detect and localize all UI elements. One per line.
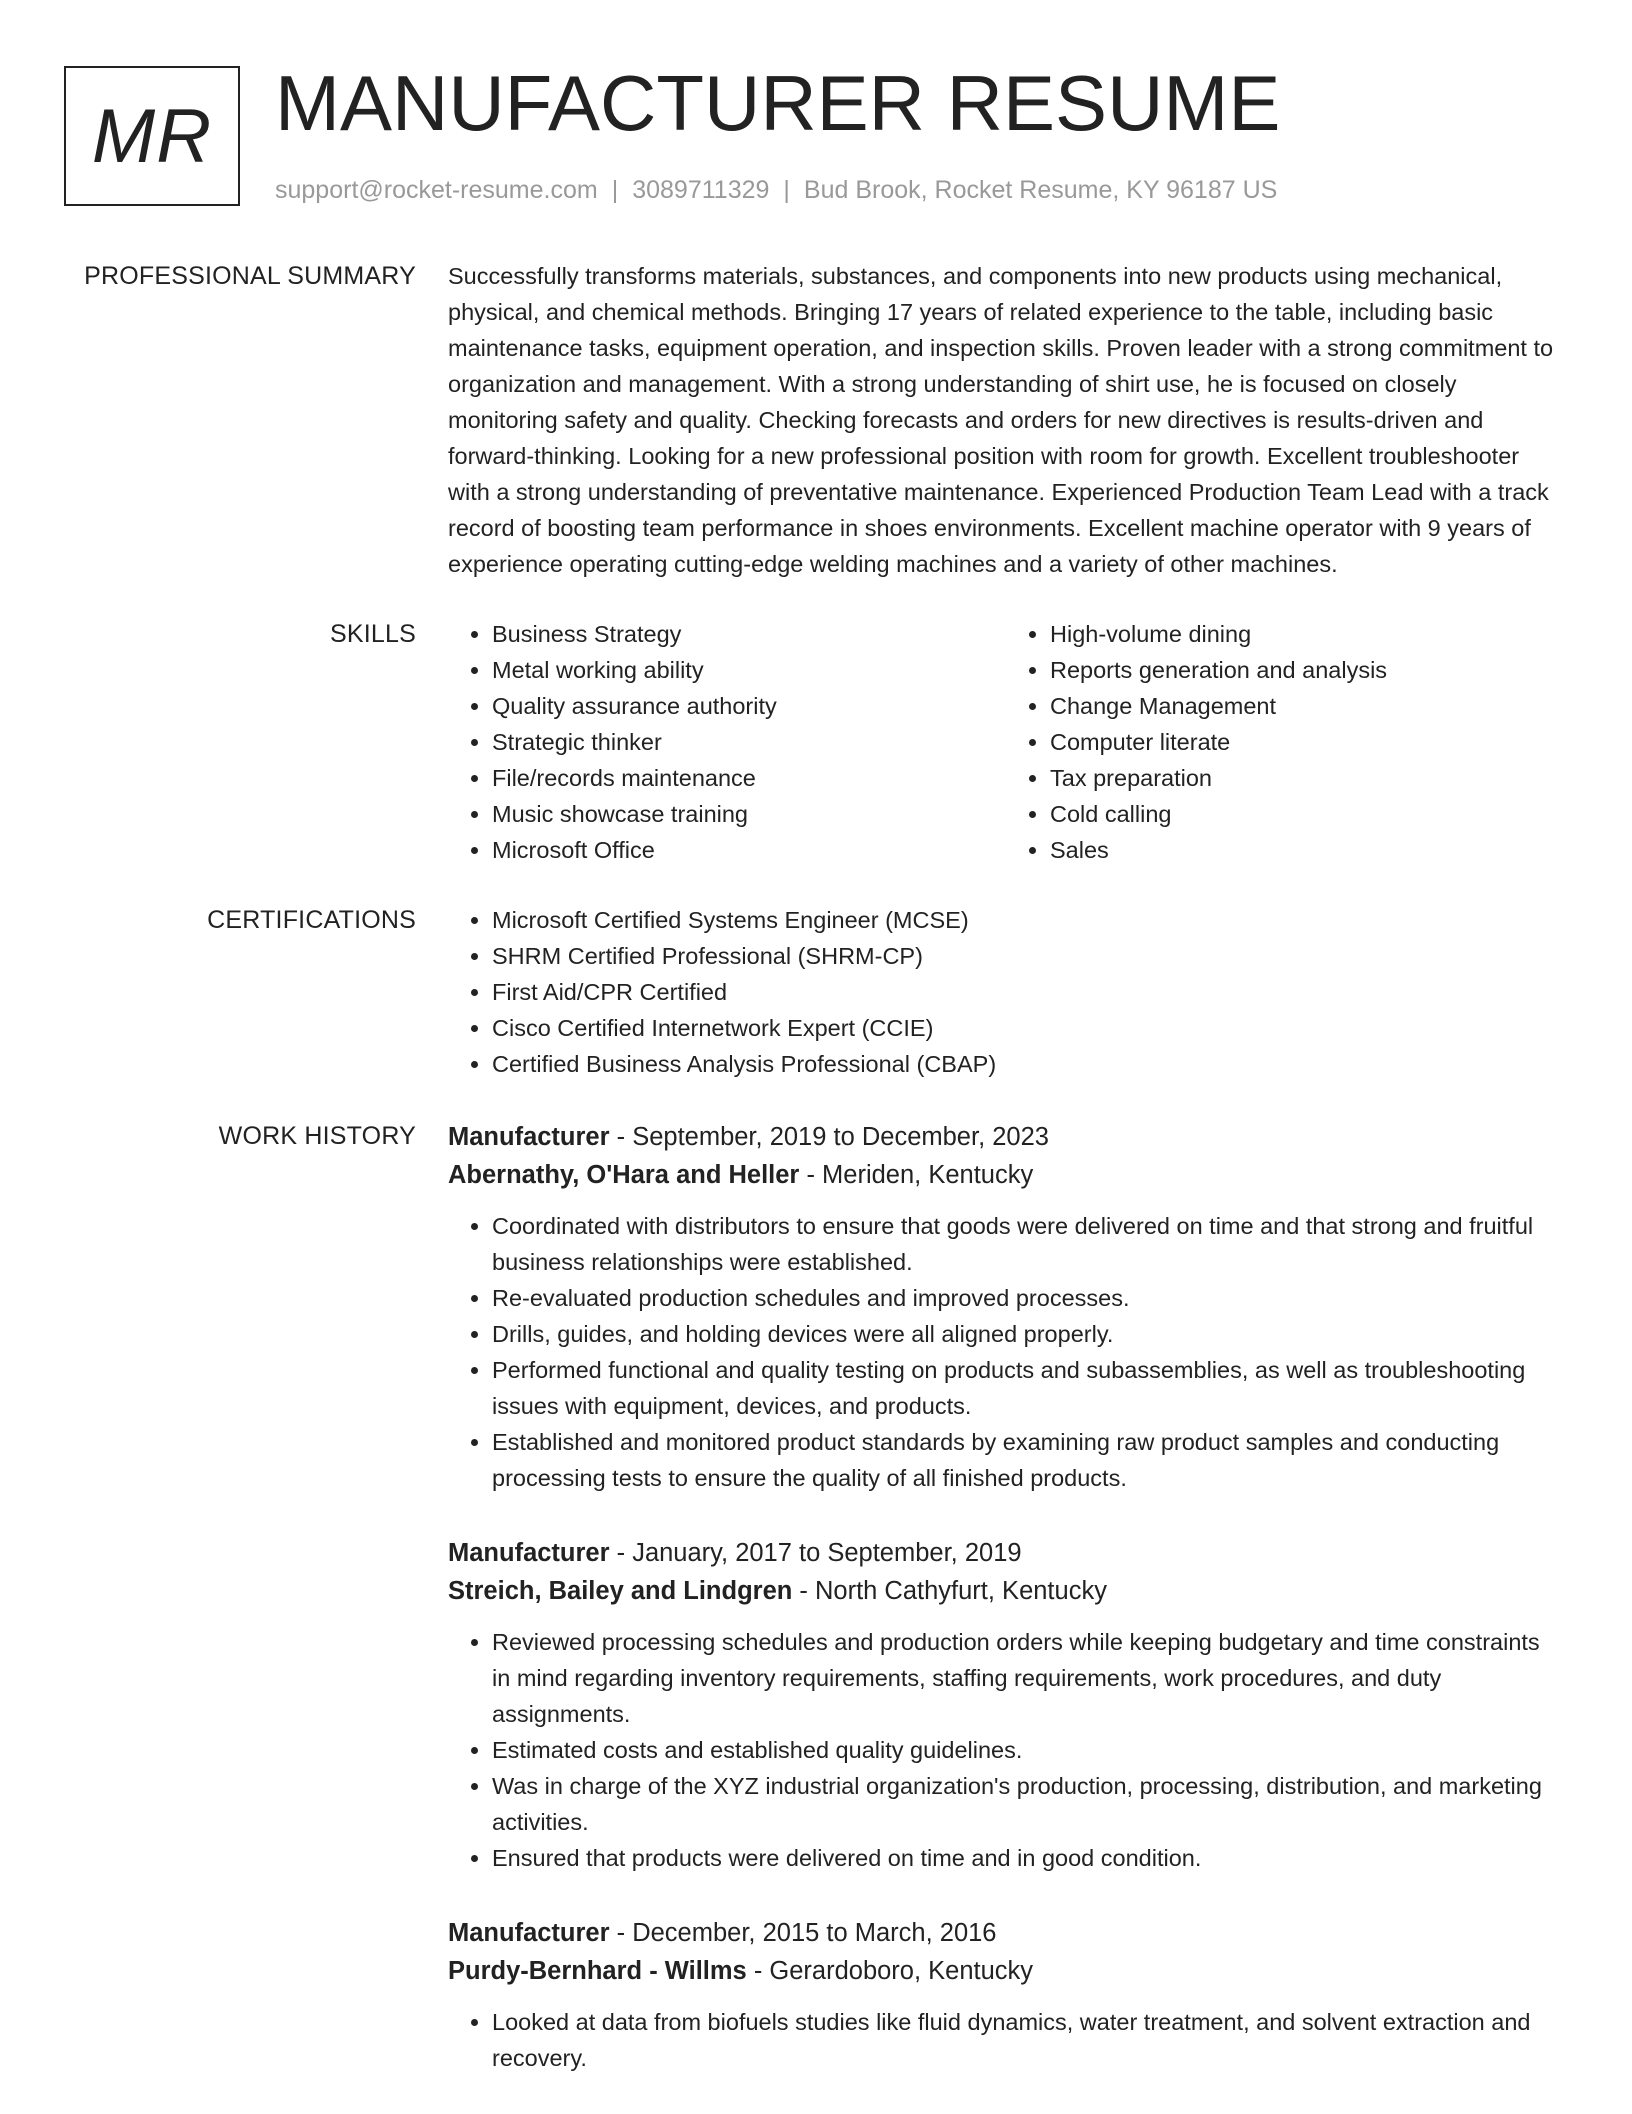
- job-bullet: • Drills, guides, and holding devices were all aligned properly.: [492, 1316, 1564, 1352]
- skill-item: • Sales: [1050, 832, 1564, 868]
- job-company: Abernathy, O'Hara and Heller: [448, 1161, 800, 1189]
- job-location: - North Cathyfurt, Kentucky: [792, 1577, 1107, 1605]
- job-bullet: • Looked at data from biofuels studies like fluid dynamics, water treatment, and solvent extraction and recovery.: [492, 2004, 1564, 2076]
- certification-item: • SHRM Certified Professional (SHRM-CP): [492, 938, 1564, 974]
- job-bullets: [448, 2004, 1564, 2076]
- job-dates: - September, 2019 to December, 2023: [609, 1123, 1049, 1151]
- job-company: Purdy-Bernhard - Willms: [448, 1957, 747, 1985]
- skill-item: • Cold calling: [1050, 796, 1564, 832]
- section-certifications: [64, 902, 1564, 1082]
- job-bullet: • Established and monitored product standards by examining raw product samples and conducting processing tests to ensure the quality of all finished products.: [492, 1424, 1564, 1496]
- skill-item: • Music showcase training: [492, 796, 1006, 832]
- monogram-box: [64, 66, 240, 206]
- job-bullets: [448, 1208, 1564, 1496]
- job-title-line: [448, 1534, 1564, 1572]
- job-title-line: [448, 1914, 1564, 1952]
- skill-item: • Business Strategy: [492, 616, 1006, 652]
- certifications-list: [448, 902, 1564, 1082]
- contact-separator: |: [783, 176, 790, 204]
- skill-item: • Microsoft Office: [492, 832, 1006, 868]
- certification-item: • First Aid/CPR Certified: [492, 974, 1564, 1010]
- skill-item: • Tax preparation: [1050, 760, 1564, 796]
- job-location: - Meriden, Kentucky: [799, 1161, 1034, 1189]
- skills-list-right: [1006, 616, 1564, 868]
- resume-content: [64, 258, 1564, 2114]
- job-bullet: • Ensured that products were delivered on time and in good condition.: [492, 1840, 1564, 1876]
- job-title-line: [448, 1118, 1564, 1156]
- job-bullet: • Performed functional and quality testing on products and subassemblies, as well as troubleshooting issues with equipment, devices, and products.: [492, 1352, 1564, 1424]
- resume-title: MANUFACTURER RESUME: [275, 59, 1281, 147]
- skill-item: • Strategic thinker: [492, 724, 1006, 760]
- job-company-line: [448, 1952, 1564, 1990]
- job-entry: [448, 1118, 1564, 1496]
- section-skills: [64, 616, 1564, 868]
- contact-address: Bud Brook, Rocket Resume, KY 96187 US: [803, 176, 1278, 204]
- skills-list-left: [448, 616, 1006, 868]
- job-company-line: [448, 1156, 1564, 1194]
- job-location: - Gerardoboro, Kentucky: [746, 1957, 1034, 1985]
- certification-item: • Microsoft Certified Systems Engineer (MCSE): [492, 902, 1564, 938]
- job-bullet: • Was in charge of the XYZ industrial organization's production, processing, distribution, and marketing activities.: [492, 1768, 1564, 1840]
- certification-item: • Certified Business Analysis Professional (CBAP): [492, 1046, 1564, 1082]
- job-bullet: • Re-evaluated production schedules and improved processes.: [492, 1280, 1564, 1316]
- section-label-certifications: CERTIFICATIONS: [207, 906, 416, 934]
- job-title: Manufacturer: [448, 1539, 610, 1567]
- job-dates: - January, 2017 to September, 2019: [609, 1539, 1022, 1567]
- job-bullets: [448, 1624, 1564, 1876]
- contact-phone: 3089711329: [632, 176, 770, 204]
- job-company: Streich, Bailey and Lindgren: [448, 1577, 793, 1605]
- skill-item: • Metal working ability: [492, 652, 1006, 688]
- skill-item: • Reports generation and analysis: [1050, 652, 1564, 688]
- skill-item: • Quality assurance authority: [492, 688, 1006, 724]
- skill-item: • Change Management: [1050, 688, 1564, 724]
- section-label-skills: SKILLS: [330, 620, 416, 648]
- contact-email: support@rocket-resume.com: [275, 176, 598, 204]
- job-entry: [448, 1914, 1564, 2076]
- job-entry: [448, 1534, 1564, 1876]
- job-title: Manufacturer: [448, 1123, 610, 1151]
- job-dates: - December, 2015 to March, 2016: [609, 1919, 997, 1947]
- skill-item: • File/records maintenance: [492, 760, 1006, 796]
- job-bullet: • Coordinated with distributors to ensure that goods were delivered on time and that strong and fruitful business relationships were established.: [492, 1208, 1564, 1280]
- section-work-history: [64, 1118, 1564, 2114]
- section-label-work-history: WORK HISTORY: [218, 1122, 416, 1150]
- contact-line: [275, 174, 1277, 206]
- contact-separator: |: [611, 176, 619, 204]
- summary-text: Successfully transforms materials, substances, and components into new products using mechanical, physical, and chemical methods. Bringing 17 years of related experience to the table, including basic maintenance tasks, equipment operation, and inspection skills. Proven leader with a strong commitment to organization and management. With a strong understanding of shirt use, he is focused on closely monitoring safety and quality. Checking forecasts and orders for new directives is results-driven and forward-thinking. Looking for a new professional position with room for growth. Excellent troubleshooter with a strong understanding of preventative maintenance. Experienced Production Team Lead with a track record of boosting team performance in shoes environments. Excellent machine operator with 9 years of experience operating cutting-edge welding machines and a variety of other machines.: [448, 263, 1554, 577]
- certification-item: • Cisco Certified Internetwork Expert (CCIE): [492, 1010, 1564, 1046]
- job-bullet: • Reviewed processing schedules and production orders while keeping budgetary and time constraints in mind regarding inventory requirements, staffing requirements, work procedures, and duty assignments.: [492, 1624, 1564, 1732]
- job-company-line: [448, 1572, 1564, 1610]
- skill-item: • High-volume dining: [1050, 616, 1564, 652]
- job-title: Manufacturer: [448, 1919, 610, 1947]
- monogram-initials: MR: [91, 93, 213, 179]
- job-bullet: • Estimated costs and established quality guidelines.: [492, 1732, 1564, 1768]
- skill-item: • Computer literate: [1050, 724, 1564, 760]
- section-professional-summary: [64, 258, 1564, 582]
- section-label-summary: PROFESSIONAL SUMMARY: [84, 262, 416, 290]
